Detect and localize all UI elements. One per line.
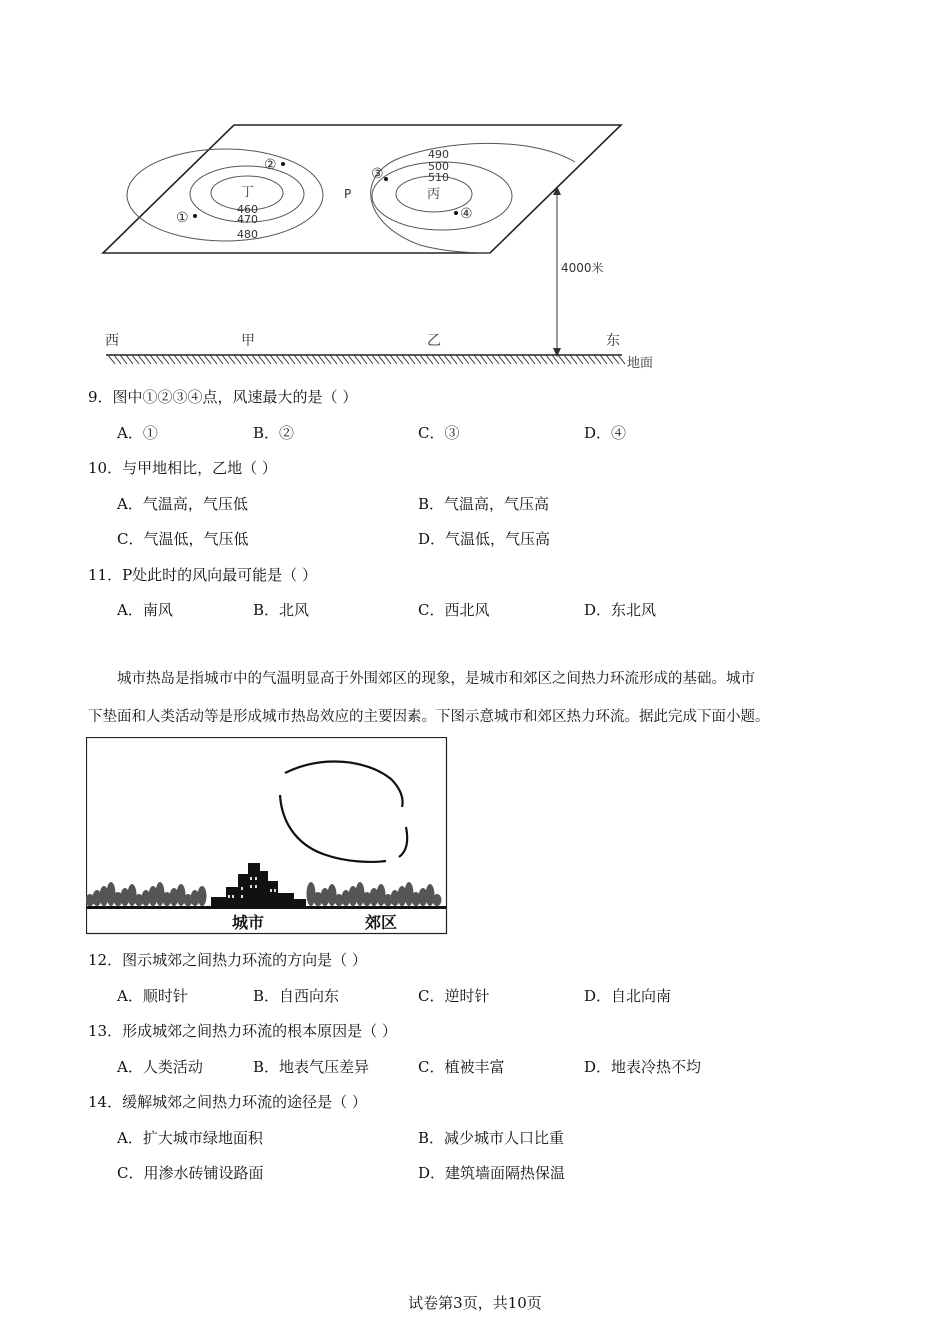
option-11b[interactable]: B．北风 bbox=[253, 601, 310, 619]
option-11a[interactable]: A．南风 bbox=[117, 601, 173, 619]
hatch-stroke bbox=[288, 355, 295, 364]
hatch-stroke bbox=[522, 355, 529, 364]
hatch-stroke bbox=[270, 355, 277, 364]
hatch-stroke bbox=[516, 355, 523, 364]
option-11d[interactable]: D．东北风 bbox=[584, 601, 657, 619]
hatch-stroke bbox=[450, 355, 457, 364]
hatch-stroke bbox=[462, 355, 469, 364]
hatch-stroke bbox=[438, 355, 445, 364]
hatch-stroke bbox=[132, 355, 139, 364]
hatch-stroke bbox=[600, 355, 607, 364]
center-label-ding: 丁 bbox=[241, 185, 255, 200]
page-footer: 试卷第3页，共10页 bbox=[408, 1294, 542, 1312]
option-14d[interactable]: D．建筑墙面隔热保温 bbox=[418, 1164, 566, 1182]
hatch-stroke bbox=[402, 355, 409, 364]
option-12a[interactable]: A．顺时针 bbox=[117, 987, 188, 1005]
question-12: 12．图示城郊之间热力环流的方向是（ ） bbox=[88, 951, 367, 969]
point-label-2: ② bbox=[264, 157, 277, 173]
ground-band bbox=[87, 906, 446, 909]
hatch-stroke bbox=[126, 355, 133, 364]
option-9b[interactable]: B．② bbox=[253, 424, 295, 442]
option-10b[interactable]: B．气温高，气压高 bbox=[418, 495, 550, 513]
hatch-stroke bbox=[576, 355, 583, 364]
hatch-stroke bbox=[396, 355, 403, 364]
hatch-stroke bbox=[612, 355, 619, 364]
ground-hatching bbox=[108, 355, 625, 364]
option-9c[interactable]: C．③ bbox=[418, 424, 460, 442]
option-12d[interactable]: D．自北向南 bbox=[584, 987, 672, 1005]
hatch-stroke bbox=[432, 355, 439, 364]
hatch-stroke bbox=[426, 355, 433, 364]
hatch-stroke bbox=[294, 355, 301, 364]
city-label: 城市 bbox=[232, 913, 265, 932]
hatch-stroke bbox=[318, 355, 325, 364]
hatch-stroke bbox=[570, 355, 577, 364]
question-13: 13．形成城郊之间热力环流的根本原因是（ ） bbox=[88, 1022, 397, 1040]
hatch-stroke bbox=[246, 355, 253, 364]
point-dot bbox=[193, 214, 197, 218]
hatch-stroke bbox=[240, 355, 247, 364]
hatch-stroke bbox=[474, 355, 481, 364]
center-label-bing: 丙 bbox=[427, 187, 441, 202]
hatch-stroke bbox=[420, 355, 427, 364]
height-label: 4000米 bbox=[561, 261, 604, 275]
hatch-stroke bbox=[324, 355, 331, 364]
hatch-stroke bbox=[588, 355, 595, 364]
hatch-stroke bbox=[234, 355, 241, 364]
hatch-stroke bbox=[372, 355, 379, 364]
isobar-ring bbox=[371, 143, 575, 253]
hatch-stroke bbox=[204, 355, 211, 364]
hatch-stroke bbox=[210, 355, 217, 364]
hatch-stroke bbox=[360, 355, 367, 364]
hatch-stroke bbox=[168, 355, 175, 364]
option-13d[interactable]: D．地表冷热不均 bbox=[584, 1058, 702, 1076]
isobar-diagram bbox=[0, 110, 700, 380]
hatch-stroke bbox=[186, 355, 193, 364]
isobar-label: 480 bbox=[237, 228, 258, 241]
option-9a[interactable]: A．① bbox=[117, 424, 158, 442]
hatch-stroke bbox=[492, 355, 499, 364]
hatch-stroke bbox=[216, 355, 223, 364]
isobar-label: 460 bbox=[237, 203, 258, 216]
hatch-stroke bbox=[198, 355, 205, 364]
hatch-stroke bbox=[564, 355, 571, 364]
option-12c[interactable]: C．逆时针 bbox=[418, 987, 490, 1005]
option-13a[interactable]: A．人类活动 bbox=[117, 1058, 203, 1076]
hatch-stroke bbox=[486, 355, 493, 364]
hatch-stroke bbox=[138, 355, 145, 364]
heat-island-diagram bbox=[86, 737, 448, 935]
question-11: 11．P处此时的风向最可能是（ ） bbox=[88, 566, 317, 584]
point-p-label: P bbox=[344, 187, 352, 201]
hatch-stroke bbox=[390, 355, 397, 364]
isobar-label: 470 bbox=[237, 213, 258, 226]
hatch-stroke bbox=[228, 355, 235, 364]
hatch-stroke bbox=[180, 355, 187, 364]
hatch-stroke bbox=[606, 355, 613, 364]
hatch-stroke bbox=[384, 355, 391, 364]
hatch-stroke bbox=[342, 355, 349, 364]
isobaric-plane bbox=[103, 125, 621, 253]
option-14c[interactable]: C．用渗水砖铺设路面 bbox=[117, 1164, 264, 1182]
point-label-1: ① bbox=[176, 210, 189, 226]
option-13c[interactable]: C．植被丰富 bbox=[418, 1058, 505, 1076]
question-10: 10．与甲地相比，乙地（ ） bbox=[88, 459, 277, 477]
hatch-stroke bbox=[414, 355, 421, 364]
hatch-stroke bbox=[300, 355, 307, 364]
hatch-stroke bbox=[192, 355, 199, 364]
hatch-stroke bbox=[144, 355, 151, 364]
hatch-stroke bbox=[618, 355, 625, 364]
isobar-label: 500 bbox=[428, 160, 449, 173]
hatch-stroke bbox=[510, 355, 517, 364]
hatch-stroke bbox=[504, 355, 511, 364]
passage-line-2: 下垫面和人类活动等是形成城市热岛效应的主要因素。下图示意城市和郊区热力环流。据此完成下面小题。 bbox=[88, 709, 770, 725]
option-10d[interactable]: D．气温低，气压高 bbox=[418, 530, 551, 548]
place-yi: 乙 bbox=[427, 333, 441, 349]
hatch-stroke bbox=[354, 355, 361, 364]
hatch-stroke bbox=[336, 355, 343, 364]
passage-line-1: 城市热岛是指城市中的气温明显高于外围郊区的现象，是城市和郊区之间热力环流形成的基础。城市 bbox=[117, 671, 755, 687]
hatch-stroke bbox=[264, 355, 271, 364]
hatch-stroke bbox=[498, 355, 505, 364]
isobar-label: 490 bbox=[428, 148, 449, 161]
option-11c[interactable]: C．西北风 bbox=[418, 601, 490, 619]
hatch-stroke bbox=[444, 355, 451, 364]
point-dot bbox=[454, 211, 458, 215]
hatch-stroke bbox=[222, 355, 229, 364]
hatch-stroke bbox=[366, 355, 373, 364]
hatch-stroke bbox=[306, 355, 313, 364]
hatch-stroke bbox=[162, 355, 169, 364]
hatch-stroke bbox=[276, 355, 283, 364]
suburb-label: 郊区 bbox=[365, 913, 398, 932]
hatch-stroke bbox=[546, 355, 553, 364]
tree bbox=[433, 894, 442, 906]
hatch-stroke bbox=[108, 355, 115, 364]
ground-text: 地面 bbox=[627, 356, 654, 371]
hatch-stroke bbox=[558, 355, 565, 364]
hatch-stroke bbox=[480, 355, 487, 364]
option-12b[interactable]: B．自西向东 bbox=[253, 987, 340, 1005]
question-9: 9．图中①②③④点，风速最大的是（ ） bbox=[88, 388, 358, 406]
hatch-stroke bbox=[552, 355, 559, 364]
place-jia: 甲 bbox=[241, 333, 255, 349]
hatch-stroke bbox=[282, 355, 289, 364]
hatch-stroke bbox=[312, 355, 319, 364]
hatch-stroke bbox=[150, 355, 157, 364]
tree bbox=[198, 886, 207, 906]
hatch-stroke bbox=[378, 355, 385, 364]
hatch-stroke bbox=[582, 355, 589, 364]
point-dot bbox=[384, 177, 388, 181]
hatch-stroke bbox=[468, 355, 475, 364]
isobar-label: 510 bbox=[428, 171, 449, 184]
hatch-stroke bbox=[348, 355, 355, 364]
option-10a[interactable]: A．气温高，气压低 bbox=[117, 495, 248, 513]
hatch-stroke bbox=[114, 355, 121, 364]
hatch-stroke bbox=[120, 355, 127, 364]
isobar-ring bbox=[127, 149, 323, 241]
hatch-stroke bbox=[258, 355, 265, 364]
hatch-stroke bbox=[456, 355, 463, 364]
hatch-stroke bbox=[252, 355, 259, 364]
direction-east: 东 bbox=[606, 333, 620, 349]
option-13b[interactable]: B．地表气压差异 bbox=[253, 1058, 370, 1076]
hatch-stroke bbox=[528, 355, 535, 364]
point-label-4: ④ bbox=[460, 206, 473, 222]
point-label-3: ③ bbox=[371, 166, 384, 182]
hatch-stroke bbox=[174, 355, 181, 364]
option-9d[interactable]: D．④ bbox=[584, 424, 627, 442]
point-dot bbox=[281, 162, 285, 166]
hatch-stroke bbox=[540, 355, 547, 364]
hatch-stroke bbox=[594, 355, 601, 364]
hatch-stroke bbox=[330, 355, 337, 364]
option-10c[interactable]: C．气温低，气压低 bbox=[117, 530, 249, 548]
option-14a[interactable]: A．扩大城市绿地面积 bbox=[117, 1129, 263, 1147]
hatch-stroke bbox=[408, 355, 415, 364]
hatch-stroke bbox=[156, 355, 163, 364]
direction-west: 西 bbox=[105, 333, 119, 349]
option-14b[interactable]: B．减少城市人口比重 bbox=[418, 1129, 565, 1147]
hatch-stroke bbox=[534, 355, 541, 364]
question-14: 14．缓解城郊之间热力环流的途径是（ ） bbox=[88, 1093, 367, 1111]
